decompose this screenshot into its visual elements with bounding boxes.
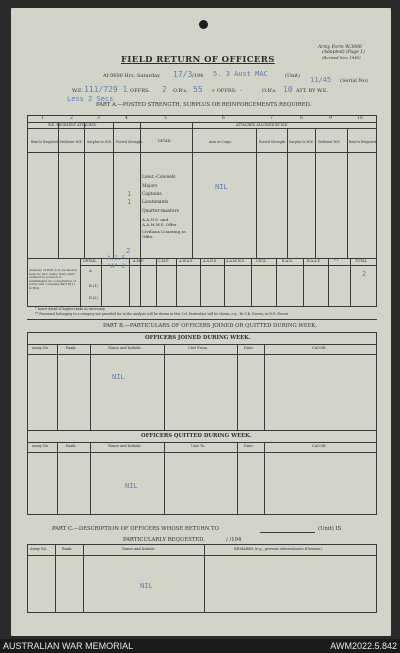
offrs-value: 2 — [162, 85, 167, 94]
c-col-armyno: Army No. — [30, 547, 48, 551]
col-num-1: 1 — [41, 116, 44, 121]
sub-aans: A.A.N.S. — [203, 259, 218, 263]
serial-value: 11/45 — [310, 76, 332, 84]
ors-value: 55 — [193, 85, 203, 94]
part-c-title2: PARTICULARLY REQUESTED. — [123, 537, 205, 543]
we-value: 111/729 1 — [84, 85, 128, 94]
col-num-2: 2 — [70, 116, 73, 121]
part-a-title: PART A.—POSTED STRENGTH, SURPLUS OR REINFORCEMENTS REQUIRED. — [96, 102, 312, 108]
row-a: A. — [89, 269, 93, 273]
joined-title: OFFICERS JOINED DURING WEEK. — [145, 335, 251, 341]
detail-head: DETAIL — [158, 139, 171, 143]
sub-civil: CIVIL. — [256, 259, 268, 263]
ors-label: O.R's. — [173, 88, 188, 94]
sub-detail: DETAIL — [83, 259, 97, 263]
q-col-unit: Unit To. — [191, 444, 206, 448]
col-num-7: 7 — [270, 116, 273, 121]
form-title: FIELD RETURN OF OFFICERS — [121, 55, 275, 65]
rank-ltcol: Lieut.-Colonels — [142, 175, 176, 180]
row-b1: B.(1) — [89, 284, 98, 288]
col-num-6: 6 — [222, 116, 225, 121]
total-a-value: 2 — [362, 270, 367, 278]
sub-awas: A.W.A.S. — [179, 259, 194, 263]
sub-raaf: R.A.A.F. — [307, 259, 321, 263]
quitted-title: OFFICERS QUITTED DURING WEEK. — [141, 433, 252, 439]
joined-nil: NIL — [112, 373, 125, 381]
q-col-cause: CAUSE. — [312, 444, 327, 448]
year-prefix: /194 — [192, 73, 204, 79]
c-col-remarks: REMARKS (e.g., present whereabouts if known). — [234, 547, 323, 551]
head-surplus-2: Surplus to W.E. — [289, 140, 314, 144]
rank-captains: Captains — [142, 192, 162, 197]
j-col-armyno: Army No. — [32, 346, 50, 350]
q-col-date: Date. — [244, 444, 254, 448]
offrs-label: . OFFRS. — [127, 88, 150, 94]
head-posted-2: Posted Strength. — [259, 140, 287, 144]
head-arm: Arm or Corps. — [209, 140, 232, 144]
sub-amf: A.M.F. — [133, 259, 144, 263]
col-num-3: 3 — [97, 116, 100, 121]
punch-hole — [199, 20, 208, 29]
rank-majors: Majors — [142, 184, 158, 189]
serial-label: (Serial No) — [340, 78, 368, 84]
at-label: At 0600 Hrs. Saturday — [103, 73, 160, 79]
q-col-rank: Rank. — [66, 444, 77, 448]
part-c-nil: NIL — [140, 582, 153, 590]
col-num-5: 5 — [164, 116, 167, 121]
unit-label: (Unit) — [285, 73, 300, 79]
form-ref-2: (Adapted) (Page 1) — [322, 50, 365, 55]
sub-aamws: A.A.M.W.S. — [226, 259, 245, 263]
j-col-name: Name and Initials. — [108, 346, 142, 350]
lieutenants-val: 1 — [127, 198, 132, 206]
total-posted-val: 2 — [126, 247, 131, 255]
less-value: Less 2 Secs — [67, 95, 114, 103]
j-col-unit: Unit From. — [188, 346, 209, 350]
col-num-9: 9 — [329, 116, 332, 121]
sub-cmf: C.M.F. — [158, 259, 170, 263]
sub-aif: A.I.F. — [107, 255, 129, 262]
head-deficient-2: Deficient W.E. — [318, 140, 341, 144]
part-c-unit: (Unit) IS — [318, 526, 342, 532]
c-col-rank: Rank. — [62, 547, 73, 551]
form-ref-3: (Revised Nov. 1940) — [322, 55, 361, 60]
head-surplus: Surplus to W.E. — [87, 140, 112, 144]
aif-a-value: "A" 2 — [107, 263, 126, 270]
ors2-label: O.R's. — [262, 88, 277, 94]
part-b-title: PART B.—PARTICULARS OF OFFICERS JOINED OR QUITTED DURING WEEK. — [103, 323, 318, 329]
dash: - — [240, 88, 242, 94]
col-num-8: 8 — [300, 116, 303, 121]
unit-value: 5. 3 Aust MAC — [213, 70, 268, 78]
part-c-date: / /194 — [226, 537, 242, 543]
q-col-name: Name and Initials. — [108, 444, 142, 448]
j-col-rank: Rank. — [66, 346, 77, 350]
we-label: W.E. — [72, 88, 84, 94]
sub-total: TOTAL — [355, 259, 367, 263]
arm-nil: NIL — [215, 183, 228, 191]
quitted-nil: NIL — [125, 482, 138, 490]
form-ref-1: Army Form W.3008 — [318, 45, 362, 50]
sub-star: * * — [334, 259, 339, 263]
sub-ran: R.A.N. — [282, 259, 293, 263]
q-col-armyno: Army No. — [32, 444, 50, 448]
rank-lieutenants: Lieutenants — [142, 200, 169, 205]
we-group-head: W.E. REGIMENT ATTACHED — [48, 123, 97, 127]
ors2-value: 10 — [283, 85, 293, 94]
head-deficient: Deficient W.E. — [60, 140, 83, 144]
footer-right: AWM2022.5.842 — [330, 641, 397, 651]
head-posted: Posted Strength. — [116, 140, 144, 144]
captains-val: 1 — [127, 190, 132, 198]
date-value: 17/3 — [173, 70, 193, 79]
att-label: ATT. BY W.E. — [296, 88, 329, 94]
footer-bar — [0, 639, 400, 653]
rank-aans: A.A.N.S. and A.A.M.W.S. Offrs. — [142, 217, 178, 227]
footer-left: AUSTRALIAN WAR MEMORIAL — [3, 641, 134, 651]
rank-qm: Quarter-masters — [142, 209, 179, 214]
footnote-1: * Insert detail of higher ranks as necessary. — [35, 307, 106, 311]
head-reints-2: Rein'ts Required. — [349, 140, 378, 144]
row-b2: B.(2) — [89, 296, 98, 300]
rank-civilians: Civilians Counting as Offrs. — [142, 229, 187, 239]
plus-offrs-label: + OFFRS. — [211, 88, 237, 94]
part-c-title: PART C.—DESCRIPTION OF OFFICERS WHOSE RETURN TO — [52, 526, 219, 532]
head-reints: Rein'ts Required. — [31, 140, 60, 144]
col-num-10: 10 — [357, 116, 363, 121]
j-col-cause: CAUSE. — [312, 346, 327, 350]
col-num-4: 4 — [125, 116, 128, 121]
att-group-head: ATTACHED ALLOWED BY W.E. — [236, 123, 289, 127]
j-col-date: Date. — [244, 346, 254, 350]
footnote-2: ** Personnel belonging to a category not provided for in the analysis will be shown in this Col. Particulars will be shown, e.g., Br U.K. Forces, or N.E. Forces — [35, 312, 289, 316]
analysis-note: Analysis of Part A to be shown here by ALL units. Only units entitled to posts in 2 instalments (in compilation of form) will complete Part B(1) & B(2). — [29, 268, 77, 290]
c-col-name: Name and Initials. — [122, 547, 156, 551]
